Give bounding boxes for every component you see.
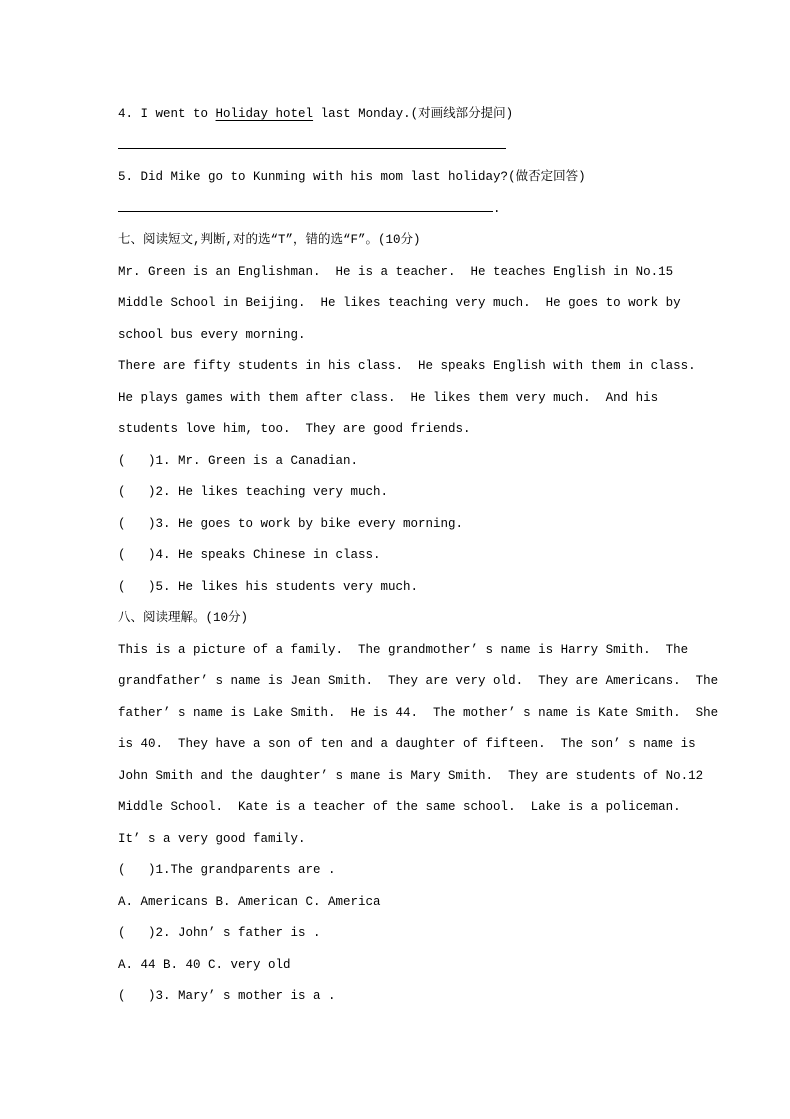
tf-item-1 [118, 446, 718, 478]
mc-question-3 [118, 981, 718, 1013]
text-run: A. Americans B. American C. America [118, 894, 381, 909]
text-run: 七、阅读短文,判断,对的选“T”，错的选“F”。(10分) [118, 233, 421, 247]
text-run: There are fifty students in his class. He speaks English with them in class. [118, 359, 696, 373]
text-run: 5. Did Mike go to Kunming with his mom last holiday?(做否定回答) [118, 170, 586, 184]
mc-options-2 [118, 950, 718, 982]
passage-2-line-4 [118, 729, 718, 761]
section-8-heading [118, 603, 718, 635]
passage-2-line-2 [118, 666, 718, 698]
tf-item-2 [118, 477, 718, 509]
passage-1-line-6 [118, 414, 718, 446]
text-run: A. 44 B. 40 C. very old [118, 957, 291, 972]
text-run: It’ s a very good family. [118, 831, 306, 846]
passage-1-line-1 [118, 257, 718, 289]
tf-item-5 [118, 572, 718, 604]
text-run: is 40. They have a son of ten and a daughter of fifteen. The son’ s name is [118, 737, 696, 751]
text-run: 八、阅读理解。(10分) [118, 611, 249, 625]
passage-1-line-4 [118, 351, 718, 383]
mc-options-1 [118, 887, 718, 919]
text-run: students love him, too. They are good friends. [118, 422, 471, 436]
text-run: father’ s name is Lake Smith. He is 44. The mother’ s name is Kate Smith. She [118, 705, 719, 720]
text-run: ( )2. John’ s father is . [118, 926, 321, 940]
text-run: He plays games with them after class. He likes them very much. And his [118, 390, 659, 405]
text-run: ( )4. He speaks Chinese in class. [118, 548, 381, 562]
underlined-text: Holiday hotel [215, 107, 314, 121]
text-run: ( )1.The grandparents are . [118, 863, 336, 877]
text-run: Middle School. Kate is a teacher of the same school. Lake is a policeman. [118, 800, 681, 814]
question-4 [118, 99, 718, 131]
passage-1-line-3 [118, 320, 718, 352]
text-run: John Smith and the daughter’ s mane is Mary Smith. They are students of No.12 [118, 768, 704, 783]
text-run: This is a picture of a family. The grandmother’ s name is Harry Smith. The [118, 642, 689, 657]
passage-2-line-6 [118, 792, 718, 824]
text-run: ( )5. He likes his students very much. [118, 579, 419, 594]
text-run: ( )3. He goes to work by bike every morning. [118, 516, 464, 531]
text-run: Middle School in Beijing. He likes teaching very much. He goes to work by [118, 296, 681, 310]
text-run: ( )2. He likes teaching very much. [118, 485, 389, 499]
passage-2-line-3 [118, 698, 718, 730]
mc-question-2 [118, 918, 718, 950]
text-run: . [493, 201, 501, 216]
answer-blank-line [118, 197, 493, 212]
text-run: Mr. Green is an Englishman. He is a teacher. He teaches English in No.15 [118, 264, 674, 279]
mc-question-1 [118, 855, 718, 887]
test-paper-content [118, 99, 718, 1013]
text-run: school bus every morning. [118, 327, 306, 342]
text-run: ( )1. Mr. Green is a Canadian. [118, 453, 359, 468]
text-run: ( )3. Mary’ s mother is a . [118, 989, 336, 1003]
passage-2-line-1 [118, 635, 718, 667]
passage-2-line-7 [118, 824, 718, 856]
text-run: last Monday.(对画线部分提问) [313, 107, 514, 121]
question-5 [118, 162, 718, 194]
answer-blank-line [118, 134, 506, 149]
passage-2-line-5 [118, 761, 718, 793]
passage-1-line-5 [118, 383, 718, 415]
text-run: grandfather’ s name is Jean Smith. They are very old. They are Americans. The [118, 674, 719, 688]
passage-1-line-2 [118, 288, 718, 320]
answer-blank-5 [118, 194, 718, 226]
text-run: 4. I went to [118, 107, 216, 121]
answer-blank-4 [118, 131, 718, 163]
tf-item-4 [118, 540, 718, 572]
tf-item-3 [118, 509, 718, 541]
section-7-heading [118, 225, 718, 257]
